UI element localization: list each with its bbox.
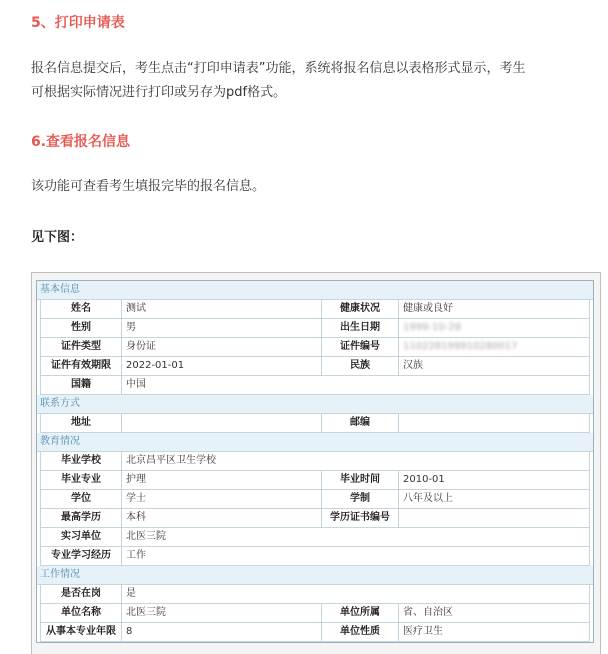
table-row xyxy=(41,376,589,395)
field-value: 医疗卫生 xyxy=(403,626,443,637)
id-number-redacted: 110228199910280017 xyxy=(403,341,518,352)
field-value xyxy=(399,414,589,432)
field-label: 专业学习经历 xyxy=(41,547,122,565)
field-label: 单位名称 xyxy=(41,604,122,622)
field-value xyxy=(122,414,322,432)
field-label: 出生日期 xyxy=(322,319,399,337)
field-value: 学士 xyxy=(122,490,322,508)
field-value xyxy=(399,509,589,527)
field-value: 男 xyxy=(122,319,322,337)
section-header-contact: 联系方式 xyxy=(37,395,593,414)
field-value: 2022-01-01 xyxy=(122,357,322,375)
field-value: 护理 xyxy=(122,471,322,489)
field-label: 单位性质 xyxy=(322,623,399,641)
field-value: 中国 xyxy=(126,379,146,390)
field-label: 从事本专业年限 xyxy=(41,623,122,641)
field-value: 测试 xyxy=(122,300,322,318)
field-label: 地址 xyxy=(41,414,122,432)
field-value: 北医三院 xyxy=(122,604,322,622)
field-value: 本科 xyxy=(122,509,322,527)
section-6-line-1: 该功能可查看考生填报完毕的报名信息。 xyxy=(31,179,266,194)
table-row xyxy=(41,623,589,642)
field-value: 北京昌平区卫生学校 xyxy=(126,455,216,466)
work-table xyxy=(40,585,590,642)
table-row xyxy=(41,585,589,604)
section-header-education: 教育情况 xyxy=(37,433,593,452)
field-label: 最高学历 xyxy=(41,509,122,527)
field-value: 汉族 xyxy=(403,360,423,371)
field-label: 邮编 xyxy=(322,414,399,432)
table-row xyxy=(41,319,589,338)
field-label: 单位所属 xyxy=(322,604,399,622)
field-label: 学位 xyxy=(41,490,122,508)
field-value: 省、自治区 xyxy=(403,607,453,618)
birth-date-redacted: 1999-10-28 xyxy=(403,322,462,333)
section-header-work: 工作情况 xyxy=(37,566,593,585)
table-row xyxy=(41,338,589,357)
field-label: 是否在岗 xyxy=(41,585,122,603)
field-label: 实习单位 xyxy=(41,528,122,546)
table-row xyxy=(41,528,589,547)
field-label: 民族 xyxy=(322,357,399,375)
basic-info-table xyxy=(40,300,590,395)
table-row xyxy=(41,452,589,471)
table-row xyxy=(41,471,589,490)
field-label: 证件编号 xyxy=(322,338,399,356)
field-value: 工作 xyxy=(126,550,146,561)
field-label: 国籍 xyxy=(41,376,122,394)
field-value: 8 xyxy=(122,623,322,641)
contact-table xyxy=(40,414,590,433)
field-value: 八年及以上 xyxy=(403,493,453,504)
see-below-label: 见下图： xyxy=(31,230,84,245)
field-label: 学历证书编号 xyxy=(322,509,399,527)
field-label: 姓名 xyxy=(41,300,122,318)
table-row xyxy=(41,357,589,376)
table-row xyxy=(41,509,589,528)
education-table xyxy=(40,452,590,566)
section-6-title: 6.查看报名信息 xyxy=(31,134,131,150)
field-value: 北医三院 xyxy=(126,531,166,542)
field-label: 毕业时间 xyxy=(322,471,399,489)
field-value: 是 xyxy=(126,588,136,599)
section-5-line-1: 报名信息提交后，考生点击“打印申请表”功能，系统将报名信息以表格形式显示，考生 xyxy=(31,61,526,76)
table-row xyxy=(41,414,589,433)
field-label: 证件有效期限 xyxy=(41,357,122,375)
table-row xyxy=(41,604,589,623)
table-row xyxy=(41,300,589,319)
field-label: 毕业学校 xyxy=(41,452,122,470)
field-value: 身份证 xyxy=(122,338,322,356)
section-5-title: 5、打印申请表 xyxy=(31,15,125,31)
field-label: 性别 xyxy=(41,319,122,337)
field-label: 毕业专业 xyxy=(41,471,122,489)
field-label: 证件类型 xyxy=(41,338,122,356)
table-row xyxy=(41,547,589,566)
table-row xyxy=(41,490,589,509)
field-label: 学制 xyxy=(322,490,399,508)
application-form xyxy=(36,280,594,643)
field-label: 健康状况 xyxy=(322,300,399,318)
field-value: 2010-01 xyxy=(403,474,445,485)
section-header-basic: 基本信息 xyxy=(37,281,593,300)
form-screenshot xyxy=(31,272,601,654)
field-value: 健康或良好 xyxy=(403,303,453,314)
section-5-line-2: 可根据实际情况进行打印或另存为pdf格式。 xyxy=(31,85,287,100)
